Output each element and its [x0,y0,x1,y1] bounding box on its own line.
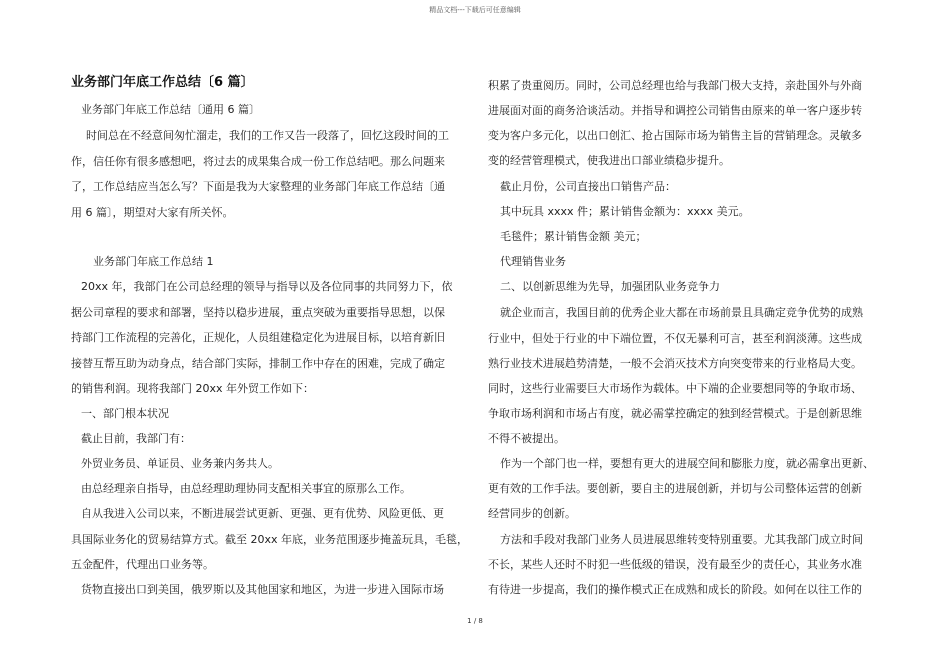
text-line: 五金配件，代理出口业务等。 [71,558,214,571]
text-line: 毛毯件；累计销售金额 美元； [500,230,647,243]
text-line: 变的经营管理模式，使我进出口部业绩稳步提升。 [488,154,730,167]
document-title: 业务部门年底工作总结〔6 篇〕 [71,75,254,90]
page-header: 精品文档---下载后可任意编辑 [429,6,521,14]
text-line: 外贸业务员、单证员、业务兼内务共人。 [81,457,279,470]
text-line: 自从我进入公司以来，不断进展尝试更新、更强、更有优势、风险更低、更 [81,507,444,520]
text-line: 作，信任你有很多感想吧，将过去的成果集合成一份工作总结吧。那么问题来 [71,155,445,168]
text-line: 行业中，但处于行业的中下端位置，不仅无暴利可言，甚至利润淡薄。这些成 [488,332,862,345]
text-line: 由总经理亲自指导，由总经理助理协同支配相关事宜的原那么工作。 [81,482,411,495]
text-line: 作为一个部门也一样，要想有更大的进展空间和膨胀力度，就必需拿出更新、 [500,457,874,470]
text-line: 持部门工作流程的完善化，正规化，人员组建稳定化为进展目标，以培育新旧 [71,331,445,344]
text-line: 不得不被提出。 [488,432,565,445]
text-line: 同时，这些行业需要巨大市场作为载体。中下端的企业要想同等的争取市场、 [488,382,862,395]
section-heading: 一、部门根本状况 [81,407,169,420]
text-line: 争取市场利润和市场占有度，就必需掌控确定的独到经营模式。于是创新思维 [488,407,862,420]
text-line: 了，工作总结应当怎么写？下面是我为大家整理的业务部门年底工作总结〔通 [71,180,445,193]
text-line: 不长，某些人还时不时犯一些低级的错误，没有最至少的责任心，其业务水准 [488,558,862,571]
text-line: 变为客户多元化，以出口创汇、抢占国际市场为销售主旨的营销理念。灵敏多 [488,129,862,142]
text-line: 的销售利润。现将我部门 20xx 年外贸工作如下： [71,382,315,395]
text-line: 据公司章程的要求和部署，坚持以稳步进展，重点突破为重要指导思想，以保 [71,306,445,319]
text-line: 截止月份，公司直接出口销售产品： [500,180,676,193]
text-line: 经营同步的创新。 [488,507,576,520]
text-line: 积累了贵重阅历。同时，公司总经理也给与我部门极大支持，亲赴国外与外商 [488,79,862,92]
text-line: 进展面对面的商务洽谈活动。并指导和调控公司销售由原来的单一客户逐步转 [488,104,862,117]
text-line: 具国际业务化的贸易结算方式。截至 20xx 年底，业务范围逐步掩盖玩具，毛毯， [71,533,469,546]
text-line: 就企业而言，我国目前的优秀企业大都在市场前景且具确定竞争优势的成熟 [500,306,863,319]
section-heading: 二、以创新思维为先导，加强团队业务竞争力 [500,280,720,293]
text-line: 时间总在不经意间匆忙溜走，我们的工作又告一段落了，回忆这段时间的工 [86,129,449,142]
text-line: 熟行业技术进展趋势清楚，一般不会消灭技术方向突变带来的行业格局大变。 [488,357,862,370]
text-line: 用 6 篇〕，期望对大家有所关怀。 [71,206,234,219]
text-line: 有待进一步提高，我们的操作模式正在成熟和成长的阶段。如何在以往工作的 [488,583,862,596]
text-line: 货物直接出口到美国，俄罗斯以及其他国家和地区，为进一步进入国际市场 [81,583,444,596]
text-line: 20xx 年，我部门在公司总经理的领导与指导以及各位同事的共同努力下，依 [81,280,453,293]
text-line: 接替互帮互助为动身点，结合部门实际，排制工作中存在的困难，完成了确定 [71,357,445,370]
text-line: 更有效的工作手法。要创新，要自主的进展创新，并切与公司整体运营的创新 [488,482,862,495]
text-line: 代理销售业务 [500,255,566,268]
text-line: 其中玩具 xxxx 件；累计销售金额为：xxxx 美元。 [500,205,750,218]
section-heading: 业务部门年底工作总结 1 [93,255,214,268]
subtitle: 业务部门年底工作总结〔通用 6 篇〕 [81,103,260,116]
text-line: 截止目前，我部门有： [81,432,191,445]
text-line: 方法和手段对我部门业务人员进展思维转变特别重要。尤其我部门成立时间 [500,533,863,546]
page-number: 1 / 8 [467,617,483,625]
